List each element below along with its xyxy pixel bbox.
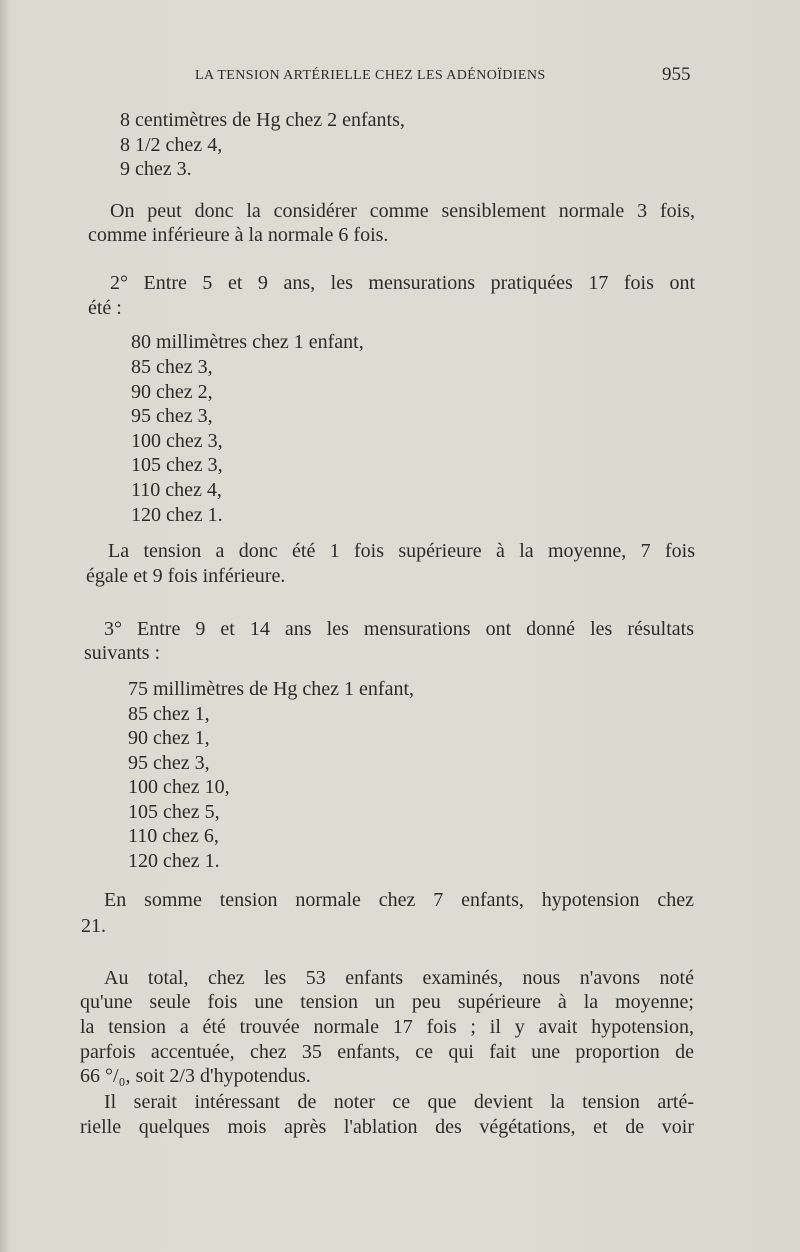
text-line: Il serait intéressant de noter ce que devient la tension arté-: [104, 1091, 694, 1113]
list-item: 85 chez 3,: [131, 356, 213, 378]
list-item: 120 chez 1.: [131, 504, 223, 526]
list-item: 110 chez 4,: [131, 479, 222, 501]
list-item: 85 chez 1,: [128, 703, 210, 725]
text-line: 66 °/₀, soit 2/3 d'hypotendus.: [80, 1065, 311, 1087]
page-number: 955: [662, 64, 691, 85]
list-item: 90 chez 1,: [128, 727, 210, 749]
running-title: LA TENSION ARTÉRIELLE CHEZ LES ADÉNOÏDIENS: [195, 68, 546, 83]
text-line: 8 1/2 chez 4,: [120, 134, 223, 156]
text-line: La tension a donc été 1 fois supérieure à la moyenne, 7 fois: [108, 540, 695, 562]
text-line: parfois accentuée, chez 35 enfants, ce qui fait une proportion de: [80, 1041, 694, 1063]
text-line: 3° Entre 9 et 14 ans les mensurations ont donné les résultats: [104, 618, 694, 640]
text-line: 8 centimètres de Hg chez 2 enfants,: [120, 109, 405, 131]
text-line: 2° Entre 5 et 9 ans, les mensurations pratiquées 17 fois ont: [110, 272, 695, 294]
text-line: suivants :: [84, 642, 161, 664]
list-item: 120 chez 1.: [128, 850, 220, 872]
list-item: 95 chez 3,: [131, 405, 213, 427]
text-line: 9 chez 3.: [120, 158, 192, 180]
list-item: 100 chez 3,: [131, 430, 223, 452]
list-item: 100 chez 10,: [128, 776, 230, 798]
text-line: qu'une seule fois une tension un peu supérieure à la moyenne;: [80, 991, 694, 1013]
list-item: 110 chez 6,: [128, 825, 219, 847]
text-line: comme inférieure à la normale 6 fois.: [88, 224, 389, 246]
list-item: 80 millimètres chez 1 enfant,: [131, 331, 364, 353]
text-line: En somme tension normale chez 7 enfants, hypotension chez: [104, 889, 694, 911]
list-item: 90 chez 2,: [131, 381, 213, 403]
text-line: On peut donc la considérer comme sensiblement normale 3 fois,: [110, 200, 695, 222]
list-item: 75 millimètres de Hg chez 1 enfant,: [128, 678, 415, 700]
list-item: 105 chez 3,: [131, 454, 223, 476]
text-line: la tension a été trouvée normale 17 fois ; il y avait hypotension,: [80, 1016, 694, 1038]
text-line: égale et 9 fois inférieure.: [86, 565, 286, 587]
text-line: 21.: [81, 915, 106, 937]
text-line: été :: [88, 297, 122, 319]
list-item: 105 chez 5,: [128, 801, 220, 823]
list-item: 95 chez 3,: [128, 752, 210, 774]
text-line: rielle quelques mois après l'ablation des végétations, et de voir: [80, 1116, 694, 1138]
text-line: Au total, chez les 53 enfants examinés, nous n'avons noté: [104, 967, 694, 989]
page-gutter-edge: [0, 0, 8, 1252]
